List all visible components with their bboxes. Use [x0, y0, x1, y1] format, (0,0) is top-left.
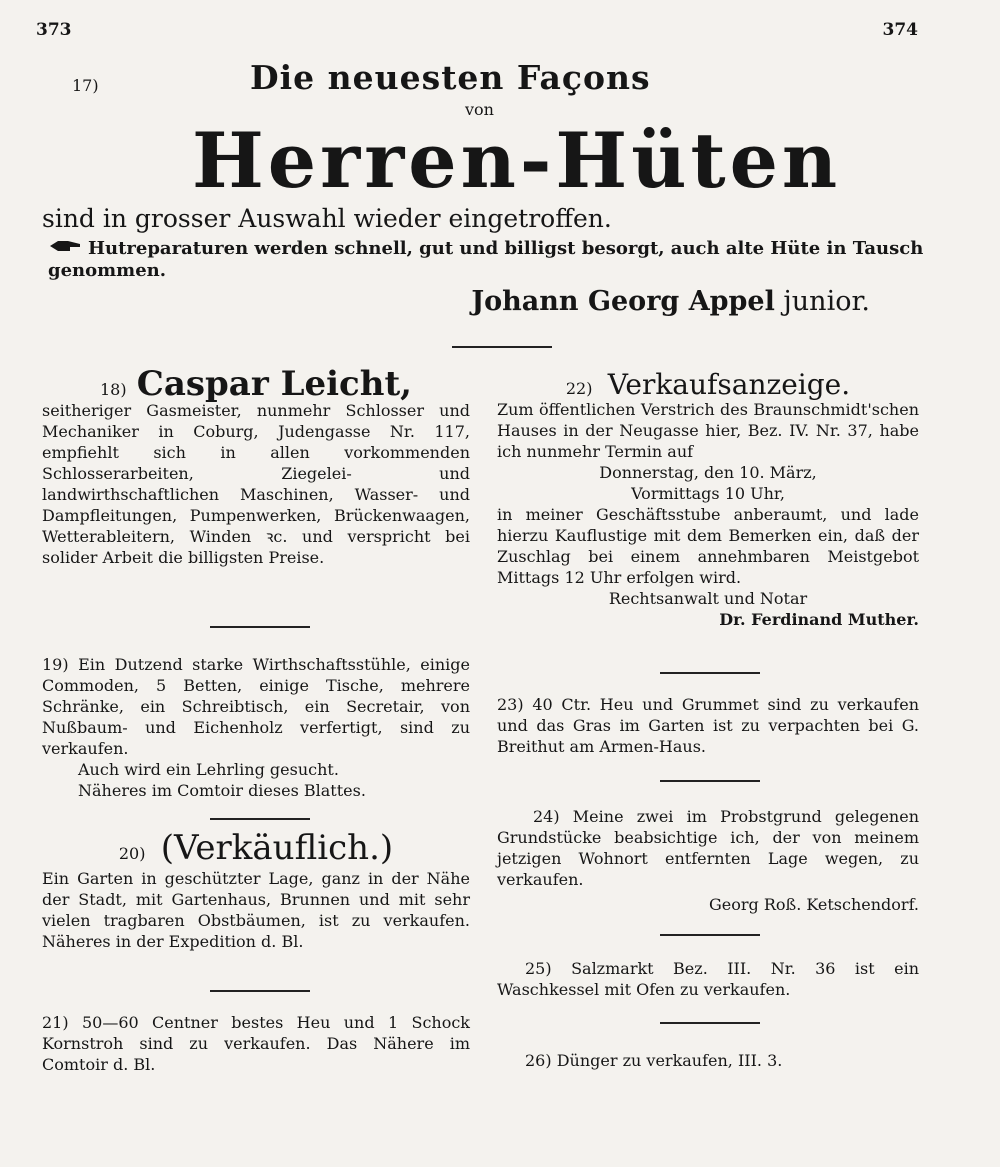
ad-26: [497, 1050, 919, 1071]
ad-23: [497, 694, 919, 757]
page-number-right: 374: [882, 20, 918, 40]
divider: [660, 672, 760, 674]
ad-24-signature: Georg Roß. Ketschendorf.: [708, 895, 919, 914]
ad-17-hint-text: Hutreparaturen werden schnell, gut und billigst besorgt, auch alte Hüte in Tausch genommen.: [48, 238, 924, 281]
ad-17-number: 17): [72, 76, 99, 95]
ad-20: [42, 828, 470, 952]
ad-17-headline: Die neuesten Façons: [250, 58, 651, 97]
ad-18: [42, 364, 470, 568]
ad-17-signature: [471, 286, 870, 317]
ad-21: [42, 1012, 470, 1075]
ad-22-title: Verkaufsanzeige.: [607, 368, 851, 401]
ad-22-date1: Donnerstag, den 10. März,: [599, 463, 817, 482]
divider: [210, 818, 310, 820]
ad-19-line2: Auch wird ein Lehrling gesucht.: [78, 760, 339, 779]
ad-26-body: Dünger zu verkaufen, III. 3.: [556, 1051, 783, 1070]
ad-21-body: 50—60 Centner bestes Heu und 1 Schock Kornstroh sind zu verkaufen. Das Nähere im Comtoir d. Bl.: [42, 1013, 470, 1074]
ad-17-title: Herren-Hüten: [192, 116, 842, 205]
ad-22-date2: Vormittags 10 Uhr,: [631, 484, 785, 503]
page-number-left: 373: [36, 20, 72, 40]
ad-20-body: Ein Garten in geschützter Lage, ganz in der Nähe der Stadt, mit Gartenhaus, Brunnen und mit sehr vielen tragbaren Obstbäumen, ist zu verkaufen. Näheres in der Expedition d. Bl.: [42, 869, 470, 951]
ad-22-body1: Zum öffentlichen Verstrich des Braunschmidt'schen Hauses in der Neugasse hier, Bez. IV. Nr. 37, habe ich nunmehr Termin auf: [497, 400, 919, 461]
ad-19: [42, 654, 470, 801]
pointing-hand-icon: [48, 238, 88, 260]
ad-22: [497, 368, 919, 630]
ad-20-title: (Verkäuflich.): [160, 828, 394, 868]
ad-17-signature-name: Johann Georg Appel: [471, 286, 775, 317]
ad-19-number: 19): [42, 655, 69, 674]
ad-24-body: Meine zwei im Probstgrund gelegenen Grundstücke beabsichtige ich, der von meinem jetzigen Wohnort entfernten Lage wegen, zu verkaufen.: [497, 807, 920, 889]
divider: [660, 1022, 760, 1024]
divider: [452, 346, 552, 348]
ad-18-number: 18): [100, 380, 127, 399]
ad-25-number: 25): [525, 959, 552, 978]
divider: [210, 990, 310, 992]
ad-17-hint: [48, 238, 928, 282]
divider: [660, 934, 760, 936]
ad-23-body: 40 Ctr. Heu und Grummet sind zu verkaufen und das Gras im Garten ist zu verpachten bei G. Breithut am Armen-Haus.: [497, 695, 919, 756]
ad-19-body: Ein Dutzend starke Wirthschaftsstühle, einige Commoden, 5 Betten, einige Tische, mehrere Schränke, ein Schreibtisch, ein Secretair, von Nußbaum- und Eichenholz verfertigt, sind zu verkaufen.: [42, 655, 470, 758]
ad-17-von: von: [465, 100, 494, 119]
ad-18-name: Caspar Leicht,: [136, 364, 412, 404]
ad-19-line3: Näheres im Comtoir dieses Blattes.: [78, 781, 366, 800]
ad-26-number: 26): [525, 1051, 552, 1070]
ad-22-number: 22): [565, 379, 593, 398]
ad-22-sig1: Rechtsanwalt und Notar: [608, 589, 808, 608]
ad-24: [497, 806, 919, 915]
ad-21-number: 21): [42, 1013, 69, 1032]
ad-17-subline: sind in grosser Auswahl wieder eingetroffen.: [42, 204, 612, 233]
ad-22-sig2: Dr. Ferdinand Muther.: [719, 610, 919, 629]
ad-24-number: 24): [533, 807, 560, 826]
ad-18-body: seitheriger Gasmeister, nunmehr Schlosser und Mechaniker in Coburg, Judengasse Nr. 117, empfiehlt sich in allen vorkommenden Schlosserarbeiten, Ziegelei- und landwirthschaftlichen Maschinen, Wasser- und Dampfleitungen, Pumpenwerken, Brückenwaagen, Wetterableitern, Winden ꝛc. und verspricht bei solider Arbeit die billigsten Preise.: [42, 401, 470, 567]
ad-25: [497, 958, 919, 1000]
ad-17-signature-suffix: junior.: [774, 286, 870, 317]
ad-20-number: 20): [118, 844, 146, 863]
divider: [660, 780, 760, 782]
ad-23-number: 23): [497, 695, 524, 714]
ad-25-body: Salzmarkt Bez. III. Nr. 36 ist ein Waschkessel mit Ofen zu verkaufen.: [497, 959, 919, 999]
ad-22-body2: in meiner Geschäftsstube anberaumt, und lade hierzu Kauflustige mit dem Bemerken ein, daß der Zuschlag bei einem annehmbaren Meistgebot Mittags 12 Uhr erfolgen wird.: [497, 505, 919, 587]
divider: [210, 626, 310, 628]
